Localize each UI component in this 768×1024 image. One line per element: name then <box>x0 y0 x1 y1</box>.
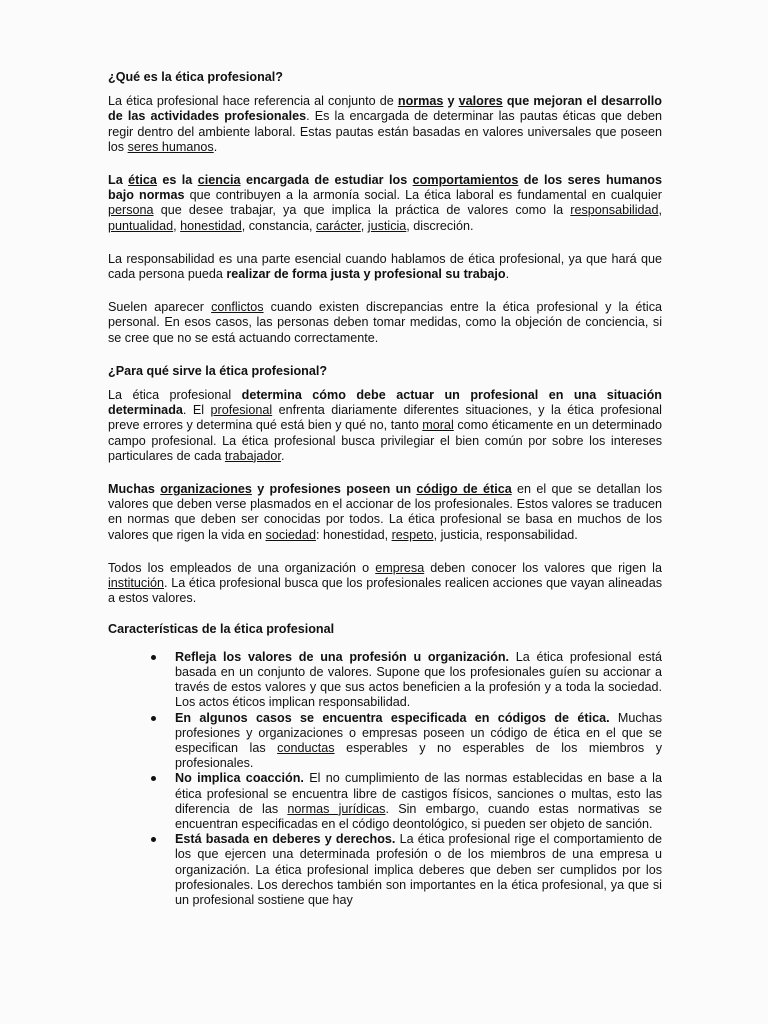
underlined-term: trabajador <box>224 448 281 463</box>
text-run: , <box>173 218 181 233</box>
list-item <box>175 711 662 772</box>
text-run: La ética profesional <box>108 388 242 403</box>
text-run: , justicia, responsabilidad. <box>433 527 578 542</box>
text-run: Está basada en deberes y derechos. <box>175 832 396 847</box>
text-run: , <box>658 203 662 218</box>
underlined-term: persona <box>108 203 154 218</box>
paragraph-etica-ciencia <box>108 173 662 234</box>
bullet-icon <box>151 655 156 660</box>
underlined-term: sociedad <box>265 527 316 542</box>
text-run: esperables y no esperables de los miembros y profesionales. <box>175 740 662 771</box>
text-run: en el que se detallan los valores que deben verse plasmados en el accionar de los profesionales. Estos valores se traducen en normas que deben ser conocidas por todos. La ética profesional se basa en muchos de los valores que rigen la vida en <box>108 482 662 542</box>
text-run: La <box>108 173 129 188</box>
text-run: . Es la encargada de determinar las pautas éticas que deben regir dentro del ambiente laboral. Estas pautas están basadas en valores universales que poseen los <box>108 109 662 154</box>
text-run: como éticamente en un determinado campo profesional. La ética profesional busca privilegiar el bien común por sobre los intereses particulares de cada <box>108 418 662 463</box>
paragraph-organizaciones <box>108 482 662 543</box>
underlined-term: moral <box>422 418 454 433</box>
heading-que-es: ¿Qué es la ética profesional? <box>108 70 283 84</box>
text-run: y <box>443 94 459 109</box>
list-item-text <box>175 711 662 771</box>
text-run: que contribuyen a la armonía social. La ética laboral es fundamental en cualquier <box>184 188 662 203</box>
text-run: La ética profesional está basada en un conjunto de valores. Supone que los profesionales guíen su accionar a través de estos valores y que sus actos beneficien a la profesión y a toda la sociedad. Los actos éticos implican responsabilidad. <box>175 649 662 710</box>
text-run: deben conocer los valores que rigen la <box>424 560 662 575</box>
underlined-term: comportamientos <box>412 173 519 188</box>
text-run: : honestidad, <box>315 527 392 542</box>
underlined-term: ética <box>128 173 157 188</box>
paragraph-empleados <box>108 561 662 607</box>
underlined-term: justicia <box>367 218 407 233</box>
list-item-text <box>175 771 662 831</box>
underlined-term: valores <box>458 94 503 109</box>
text-run: enfrenta diariamente diferentes situaciones, y la ética profesional preve errores y determina qué está bien y qué no, tanto <box>108 403 662 433</box>
underlined-term: conflictos <box>211 300 264 315</box>
list-item <box>175 771 662 832</box>
underlined-term: normas <box>397 94 444 109</box>
text-run: de los seres humanos bajo normas <box>108 173 662 203</box>
text-run: La ética profesional hace referencia al conjunto de <box>108 94 398 109</box>
paragraph-responsabilidad <box>108 252 662 282</box>
underlined-term: respeto <box>391 527 434 542</box>
paragraph-determina <box>108 388 662 464</box>
underlined-term: institución <box>108 576 165 591</box>
underlined-term: ciencia <box>197 173 241 188</box>
list-item-text <box>175 650 662 710</box>
underlined-term: conductas <box>277 740 335 755</box>
text-run: que desee trabajar, ya que implica la práctica de valores como la <box>153 203 571 218</box>
text-run: cuando existen discrepancias entre la ética profesional y la ética personal. En esos casos, las personas deben tomar medidas, como la objeción de conciencia, si se cree que no se está actuando correctamente. <box>108 300 662 345</box>
text-run: En algunos casos se encuentra especificada en códigos de ética. <box>175 710 610 725</box>
characteristics-list <box>108 650 662 908</box>
text-run: , discreción. <box>406 218 474 233</box>
text-run: La ética profesional rige el comportamiento de los que ejercen una determinada profesión o de los miembros de una empresa u organización. La ética profesional implica deberes que deben ser cumplidos por los profesionales. Los derechos también son importantes en la ética profesional, ya que si un profesional sostiene que hay <box>175 832 662 907</box>
bullet-icon <box>151 837 156 842</box>
underlined-term: seres humanos <box>127 139 214 154</box>
text-run: Muchas <box>108 482 161 497</box>
text-run: El no cumplimiento de las normas establecidas en base a la ética profesional se encuentra libre de castigos físicos, sanciones o multas, esto las diferencia de las <box>175 771 662 816</box>
list-item <box>175 650 662 711</box>
text-run: . Sin embargo, cuando estas normativas se encuentran especificadas en el código deontológico, si pueden ser objeto de sanción. <box>175 801 662 831</box>
text-run: . <box>213 139 218 154</box>
text-run: . El <box>182 403 211 418</box>
text-run: y profesiones poseen un <box>251 482 417 497</box>
text-run: realizar de forma justa y profesional su trabajo <box>226 267 506 282</box>
text-run: determina cómo debe actuar un profesional en una situación determinada <box>108 388 663 418</box>
bullet-icon <box>151 716 156 721</box>
underlined-term: honestidad <box>180 218 242 233</box>
paragraph-definition <box>108 94 662 155</box>
underlined-term: empresa <box>375 560 425 575</box>
text-run: . La ética profesional busca que los profesionales realicen acciones que vayan alineadas a estos valores. <box>108 576 662 606</box>
text-run: La responsabilidad es una parte esencial cuando hablamos de ética profesional, ya que hará que cada persona pueda <box>108 251 662 282</box>
heading-caracteristicas: Características de la ética profesional <box>108 622 335 637</box>
underlined-term: carácter <box>315 218 361 233</box>
text-run: No implica coacción. <box>175 771 304 786</box>
text-run: encargada de estudiar los <box>240 173 413 188</box>
text-run: Todos los empleados de una organización o <box>108 560 376 575</box>
list-item-text <box>175 832 662 907</box>
text-run: Suelen aparecer <box>108 300 212 315</box>
text-run: Muchas profesiones y organizaciones o empresas poseen un código de ética en el que se especifican las <box>175 710 662 755</box>
text-run: Refleja los valores de una profesión u organización. <box>175 649 510 664</box>
heading-para-que-sirve: ¿Para qué sirve la ética profesional? <box>108 363 328 378</box>
text-run: que mejoran el desarrollo de las actividades profesionales <box>108 94 662 124</box>
paragraph-conflictos <box>108 300 662 346</box>
text-run: , <box>360 218 368 233</box>
underlined-term: puntualidad <box>108 218 174 233</box>
underlined-term: código de ética <box>416 482 512 497</box>
list-item <box>175 832 662 908</box>
bullet-icon <box>151 776 156 781</box>
underlined-term: organizaciones <box>160 482 252 497</box>
underlined-term: profesional <box>210 403 273 418</box>
underlined-term: responsabilidad <box>570 203 659 218</box>
text-run: es la <box>156 173 198 188</box>
underlined-term: normas jurídicas <box>287 801 386 816</box>
text-run: . <box>505 267 510 282</box>
text-run: . <box>280 448 285 463</box>
text-run: , constancia, <box>241 218 316 233</box>
